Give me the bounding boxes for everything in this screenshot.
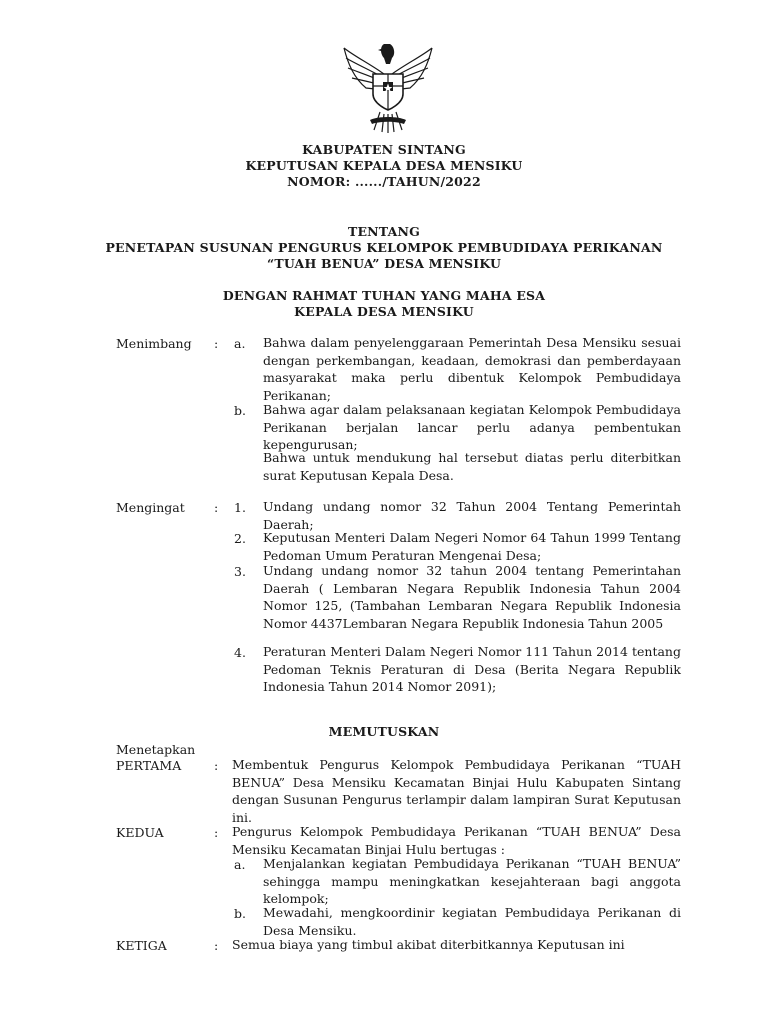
mengingat-marker-2: 2.	[234, 531, 246, 546]
decree-title: KEPUTUSAN KEPALA DESA MENSIKU	[245, 158, 523, 173]
mengingat-item-4: Peraturan Menteri Dalam Negeri Nomor 111 Tahun 2014 tentang Pedoman Teknis Peraturan di Desa (Berita Negara Republik Indonesia Tahun 2014 Nomor 2091);	[263, 644, 681, 694]
pertama-text: Membentuk Pengurus Kelompok Pembudidaya Perikanan “TUAH BENUA” Desa Mensiku Kecamatan Binjai Hulu Kabupaten Sintang dengan Susunan Pengurus terlampir dalam lampiran Surat Keputusan ini.	[232, 757, 681, 825]
mengingat-marker-3: 3.	[234, 564, 246, 579]
regency-name: KABUPATEN SINTANG	[302, 142, 466, 157]
mengingat-item-1: Undang undang nomor 32 Tahun 2004 Tentang Pemerintah Daerah;	[263, 499, 681, 532]
decree-number: NOMOR: ....../TAHUN/2022	[287, 174, 481, 189]
pertama-colon: :	[214, 758, 219, 773]
ketiga-label: KETIGA	[116, 938, 167, 953]
kedua-marker-b: b.	[234, 906, 246, 921]
mengingat-marker-4: 4.	[234, 645, 246, 660]
mengingat-colon: :	[214, 500, 219, 515]
mengingat-marker-1: 1.	[234, 500, 246, 515]
menimbang-item-c: Bahwa untuk mendukung hal tersebut diatas perlu diterbitkan surat Keputusan Kepala Desa.	[263, 450, 681, 483]
subject-line-2: “TUAH BENUA” DESA MENSIKU	[266, 256, 502, 271]
menimbang-colon: :	[214, 336, 219, 351]
pertama-label: PERTAMA	[116, 758, 182, 773]
menimbang-marker-b: b.	[234, 403, 246, 418]
kedua-item-b: Mewadahi, mengkoordinir kegiatan Pembudidaya Perikanan di Desa Mensiku.	[263, 905, 681, 938]
menimbang-item-b: Bahwa agar dalam pelaksanaan kegiatan Kelompok Pembudidaya Perikanan berjalan lancar perlu adanya pembentukan kepengurusan;	[263, 402, 681, 452]
ketiga-colon: :	[214, 938, 219, 953]
menimbang-item-a: Bahwa dalam penyelenggaraan Pemerintah Desa Mensiku sesuai dengan perkembangan, keadaan, demokrasi dan pemberdayaan masyarakat maka perlu dibentuk Kelompok Pembudidaya Perikanan;	[263, 335, 681, 403]
memutuskan-heading: MEMUTUSKAN	[328, 724, 440, 739]
kedua-item-a: Menjalankan kegiatan Pembudidaya Perikanan “TUAH BENUA” sehingga mampu meningkatkan kesejahteraan bagi anggota kelompok;	[263, 856, 681, 906]
ketiga-text: Semua biaya yang timbul akibat diterbitkannya Keputusan ini	[232, 937, 625, 952]
kedua-marker-a: a.	[234, 857, 246, 872]
kedua-label: KEDUA	[116, 825, 164, 840]
opening-line-2: KEPALA DESA MENSIKU	[294, 304, 474, 319]
menimbang-label: Menimbang	[116, 336, 192, 351]
kedua-colon: :	[214, 825, 219, 840]
garuda-emblem-icon	[340, 34, 436, 134]
subject-line-1: PENETAPAN SUSUNAN PENGURUS KELOMPOK PEMBUDIDAYA PERIKANAN	[105, 240, 663, 255]
menetapkan-label: Menetapkan	[116, 742, 196, 757]
tentang-heading: TENTANG	[347, 224, 421, 239]
mengingat-item-2: Keputusan Menteri Dalam Negeri Nomor 64 Tahun 1999 Tentang Pedoman Umum Peraturan Mengenai Desa;	[263, 530, 681, 563]
menimbang-marker-a: a.	[234, 336, 246, 351]
kedua-text: Pengurus Kelompok Pembudidaya Perikanan “TUAH BENUA” Desa Mensiku Kecamatan Binjai Hulu bertugas :	[232, 824, 681, 857]
mengingat-label: Mengingat	[116, 500, 185, 515]
mengingat-item-3: Undang undang nomor 32 tahun 2004 tentang Pemerintahan Daerah ( Lembaran Negara Republik Indonesia Tahun 2004 Nomor 125, (Tambahan Lembaran Negara Republik Indonesia Nomor 4437Lembaran Negara Republik Indonesia Tahun 2005	[263, 563, 681, 631]
opening-line-1: DENGAN RAHMAT TUHAN YANG MAHA ESA	[222, 288, 546, 303]
